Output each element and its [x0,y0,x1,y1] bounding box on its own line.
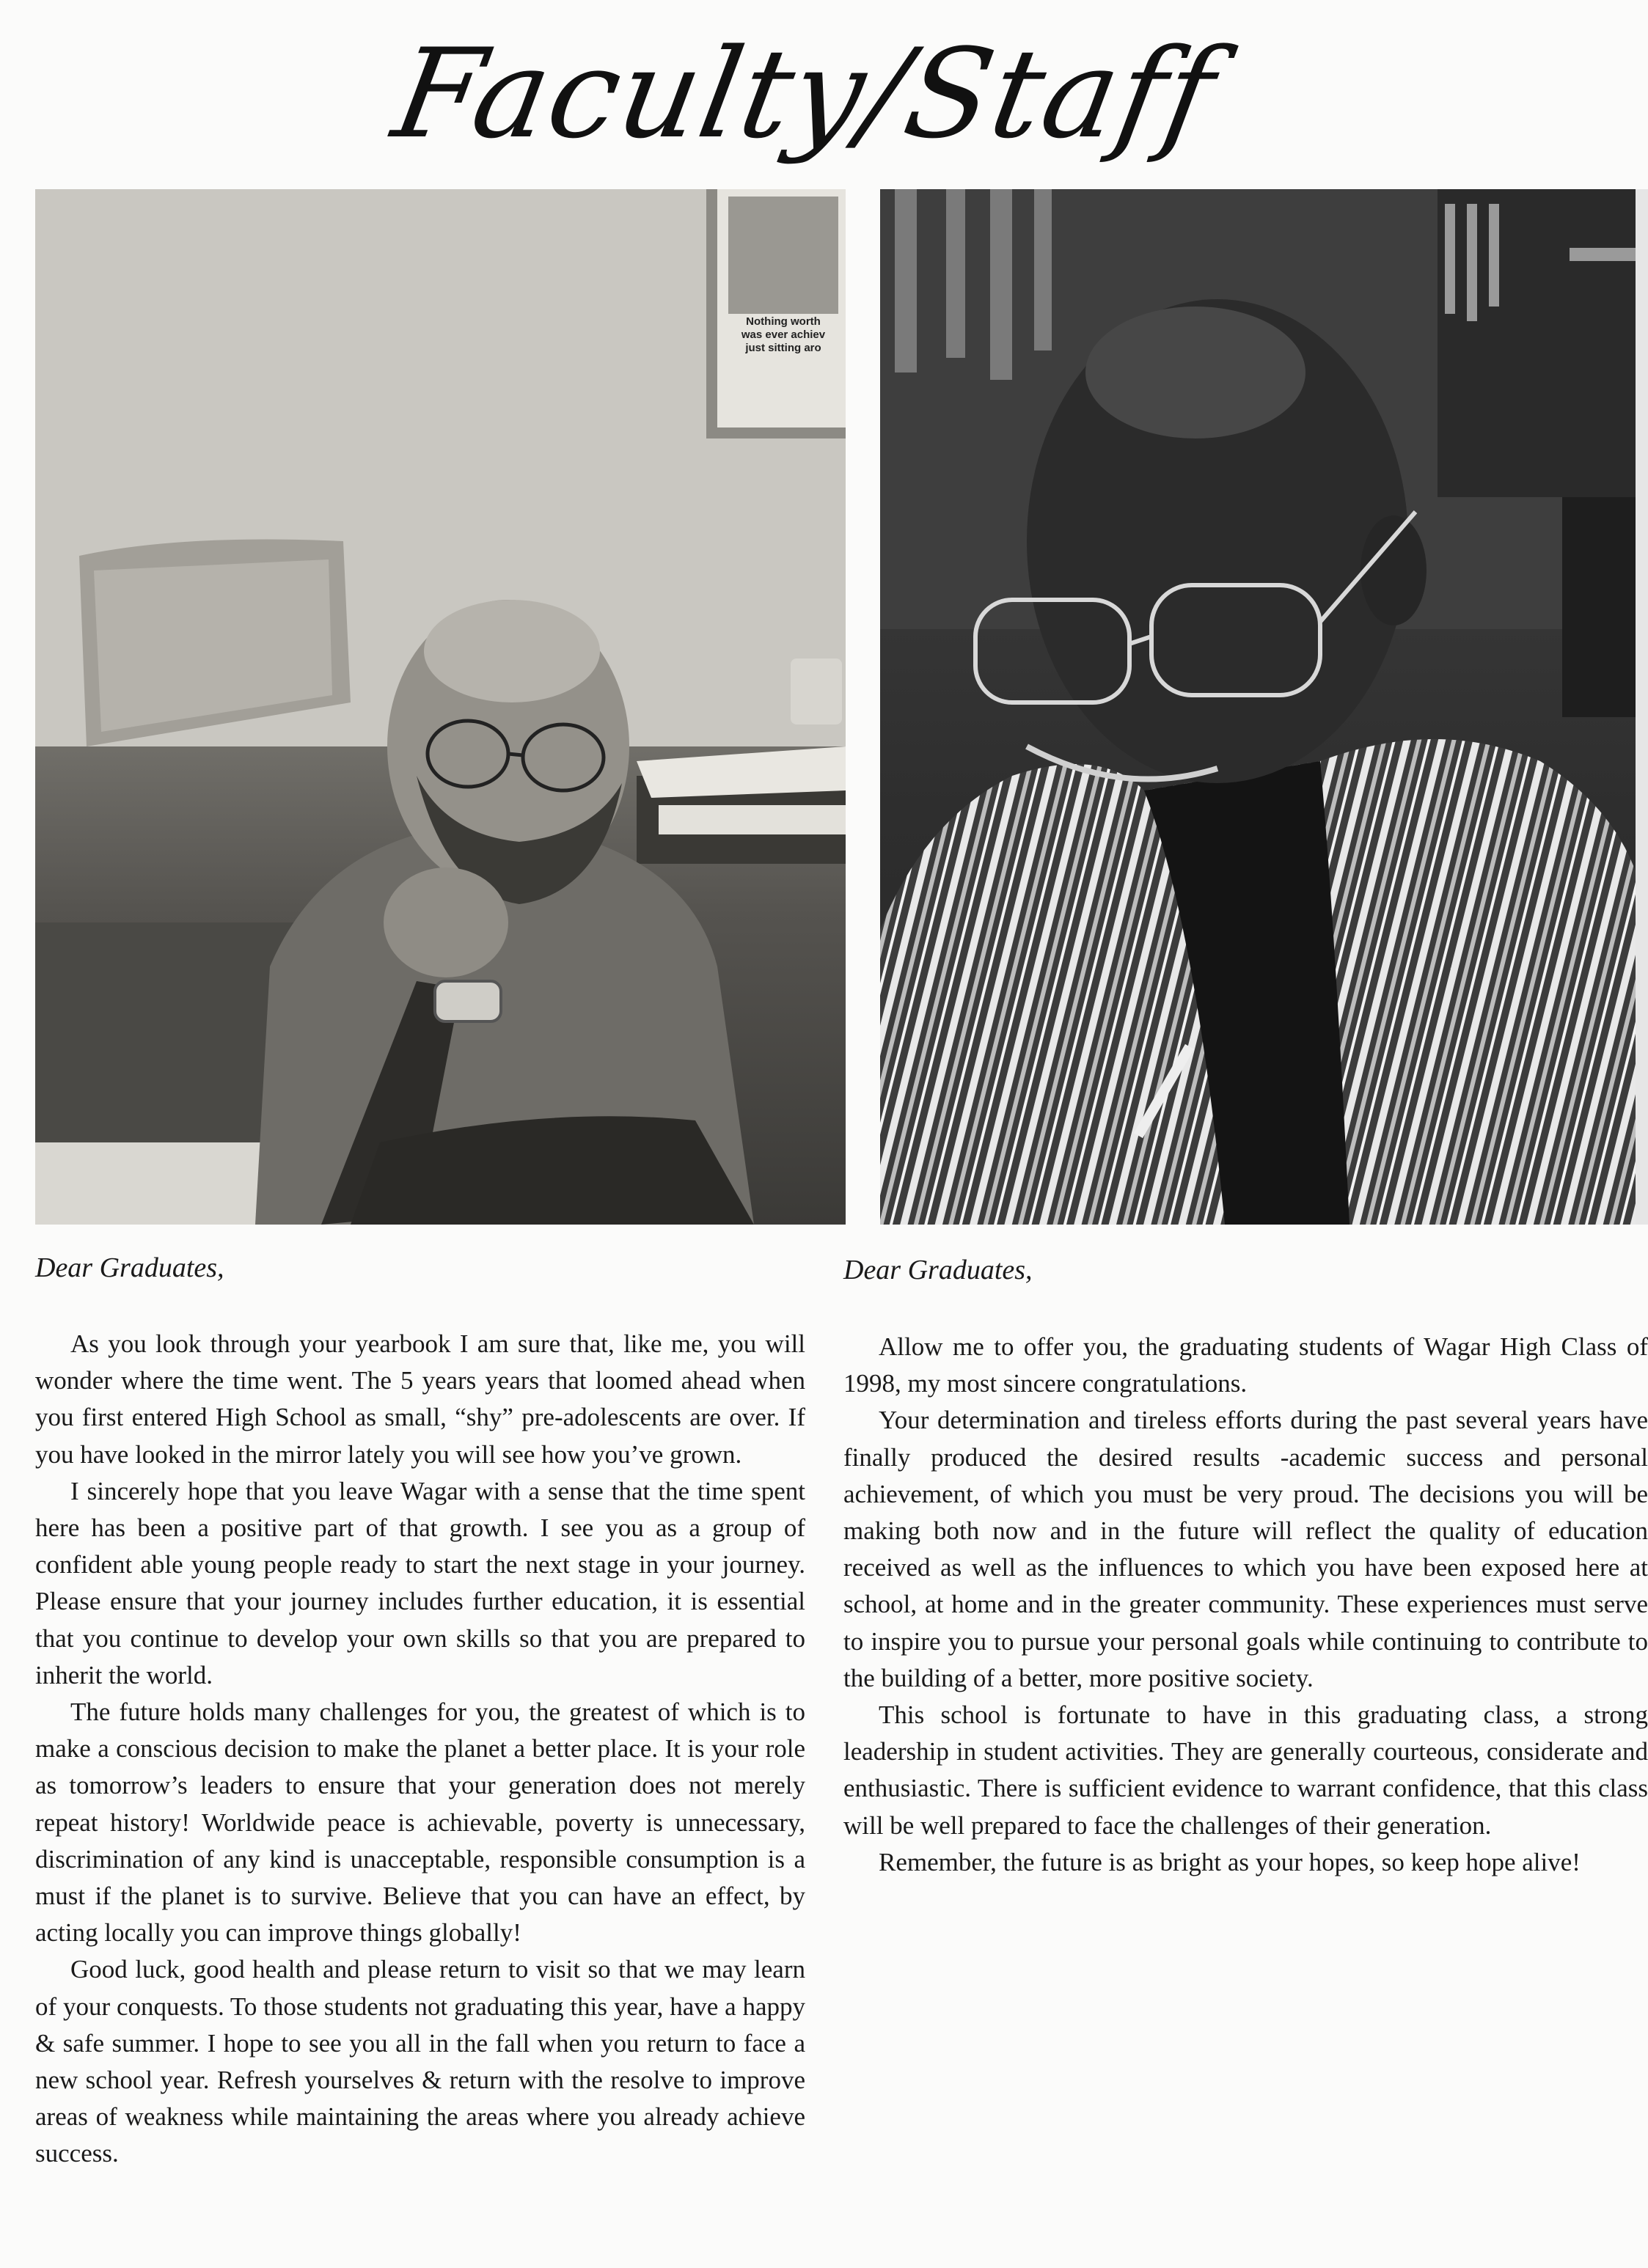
right-letter-paragraph: Remember, the future is as bright as your hopes, so keep hope alive! [879,1847,1581,1876]
right-letter-paragraph: Allow me to offer you, the graduating students of Wagar High Class of 1998, my most sincere congratulations. [843,1332,1648,1398]
left-letter-paragraph: I sincerely hope that you leave Wagar with a sense that the time spent here has been a positive part of that growth. I see you as a group of confident able young people ready to start the next stage in your journey. Please ensure that your journey includes further education, it is essential that you continue to develop your own skills so that you are prepared to inherit the world. [35,1476,805,1689]
left-letter-paragraph: The future holds many challenges for you, the greatest of which is to make a conscious decision to make the planet a better place. It is your role as tomorrow’s leaders to ensure that your generation does not merely repeat history! Worldwide peace is achievable, poverty is unnecessary, discrimination of any kind is unacceptable, responsible consumption is a must if the planet is to survive. Believe that you can have an effect, by acting locally you can improve things globally! [35,1698,805,1948]
left-letter-paragraph: Good luck, good health and please return to visit so that we may learn of your conquests. To those students not graduating this year, have a happy & safe summer. I hope to see you all in the fall when you return to face a new school year. Refresh yourselves & return with the resolve to improve areas of weakness while maintaining the areas where you already achieve success. [35,1955,805,2168]
poster-line-2: was ever achiev [741,329,826,341]
right-letter-paragraph: This school is fortunate to have in this graduating class, a strong leadership in student activities. They are generally courteous, considerate and enthusiastic. There is sufficient evidence to warrant confidence, that this class will be well prepared to face the challenges of their generation. [843,1700,1648,1840]
left-letter-body [35,1326,805,2173]
left-faculty-photo [35,189,846,1225]
poster-line-1: Nothing worth [746,315,821,328]
right-letter-paragraph: Your determination and tireless efforts during the past several years have finally produced the desired results -academic success and personal achievement, of which you must be very proud. The decisions you will be making both now and in the future will reflect the quality of education received as well as the influences to which you have been exposed here at school, at home and in the greater community. These experiences must serve to inspire you to pursue your personal goals while continuing to contribute to the building of a better, more positive society. [843,1406,1648,1692]
right-faculty-photo [880,189,1648,1225]
right-letter-body [843,1329,1648,1881]
poster-line-3: just sitting aro [745,342,821,354]
left-letter-paragraph: As you look through your yearbook I am sure that, like me, you will wonder where the time went. The 5 years years that loomed ahead when you first entered High School as small, “shy” pre-adolescents are over. If you have looked in the mirror lately you will see how you’ve grown. [35,1329,805,1469]
right-letter-salutation: Dear Graduates, [843,1255,1033,1285]
left-letter-salutation: Dear Graduates, [35,1252,224,1283]
page-title: Faculty/Staff [384,22,1226,166]
